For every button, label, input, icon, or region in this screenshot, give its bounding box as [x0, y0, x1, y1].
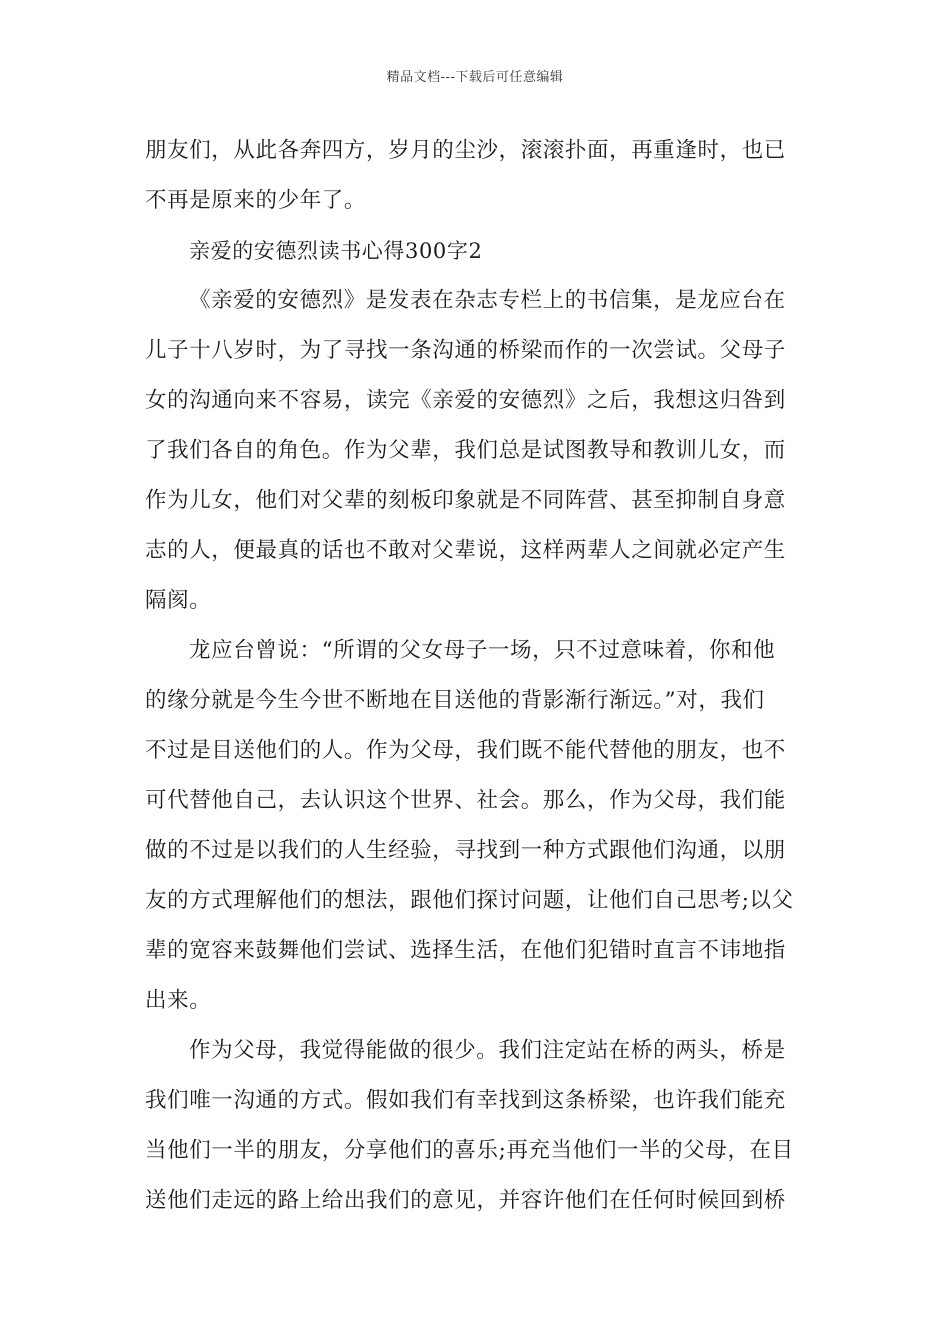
text-line-12: 的缘分就是今生今世不断地在目送他的背影渐行渐远。”对，我们 [145, 688, 765, 713]
text-line-16: 友的方式理解他们的想法，跟他们探讨问题，让他们自己思考;以父 [145, 888, 794, 913]
text-line-10: 隔阂。 [145, 588, 212, 613]
text-line-20: 我们唯一沟通的方式。假如我们有幸找到这条桥梁，也许我们能充 [145, 1088, 786, 1113]
text-line-9: 志的人，便最真的话也不敢对父辈说，这样两辈人之间就必定产生 [145, 538, 786, 563]
text-line-13: 不过是目送他们的人。作为父母，我们既不能代替他的朋友，也不 [145, 738, 786, 763]
text-line-8: 作为儿女，他们对父辈的刻板印象就是不同阵营、甚至抑制自身意 [145, 488, 786, 513]
text-line-18: 出来。 [145, 988, 212, 1013]
text-line-11: 龙应台曾说：“所谓的父女母子一场，只不过意味着，你和他 [189, 638, 776, 663]
text-line-17: 辈的宽容来鼓舞他们尝试、选择生活，在他们犯错时直言不讳地指 [145, 938, 786, 963]
text-line-5: 儿子十八岁时，为了寻找一条沟通的桥梁而作的一次尝试。父母子 [145, 338, 786, 363]
text-line-15: 做的不过是以我们的人生经验，寻找到一种方式跟他们沟通，以朋 [145, 838, 786, 863]
text-line-14: 可代替他自己，去认识这个世界、社会。那么，作为父母，我们能 [145, 788, 786, 813]
text-line-19: 作为父母，我觉得能做的很少。我们注定站在桥的两头，桥是 [189, 1038, 786, 1063]
page-header: 精品文档---下载后可任意编辑 [386, 70, 564, 85]
text-line-4: 《亲爱的安德烈》是发表在杂志专栏上的书信集，是龙应台在 [189, 288, 786, 313]
document-body [145, 126, 807, 1226]
text-line-2: 不再是原来的少年了。 [145, 188, 367, 213]
text-line-1: 朋友们，从此各奔四方，岁月的尘沙，滚滚扑面，再重逢时，也已 [145, 138, 786, 163]
text-line-22: 送他们走远的路上给出我们的意见，并容许他们在任何时候回到桥 [145, 1188, 786, 1213]
text-line-21: 当他们一半的朋友，分享他们的喜乐;再充当他们一半的父母，在目 [145, 1138, 794, 1163]
text-line-6: 女的沟通向来不容易，读完《亲爱的安德烈》之后，我想这归咎到 [145, 388, 786, 413]
section-title: 亲爱的安德烈读书心得300字2 [189, 239, 483, 263]
text-line-7: 了我们各自的角色。作为父辈，我们总是试图教导和教训儿女，而 [145, 438, 786, 463]
